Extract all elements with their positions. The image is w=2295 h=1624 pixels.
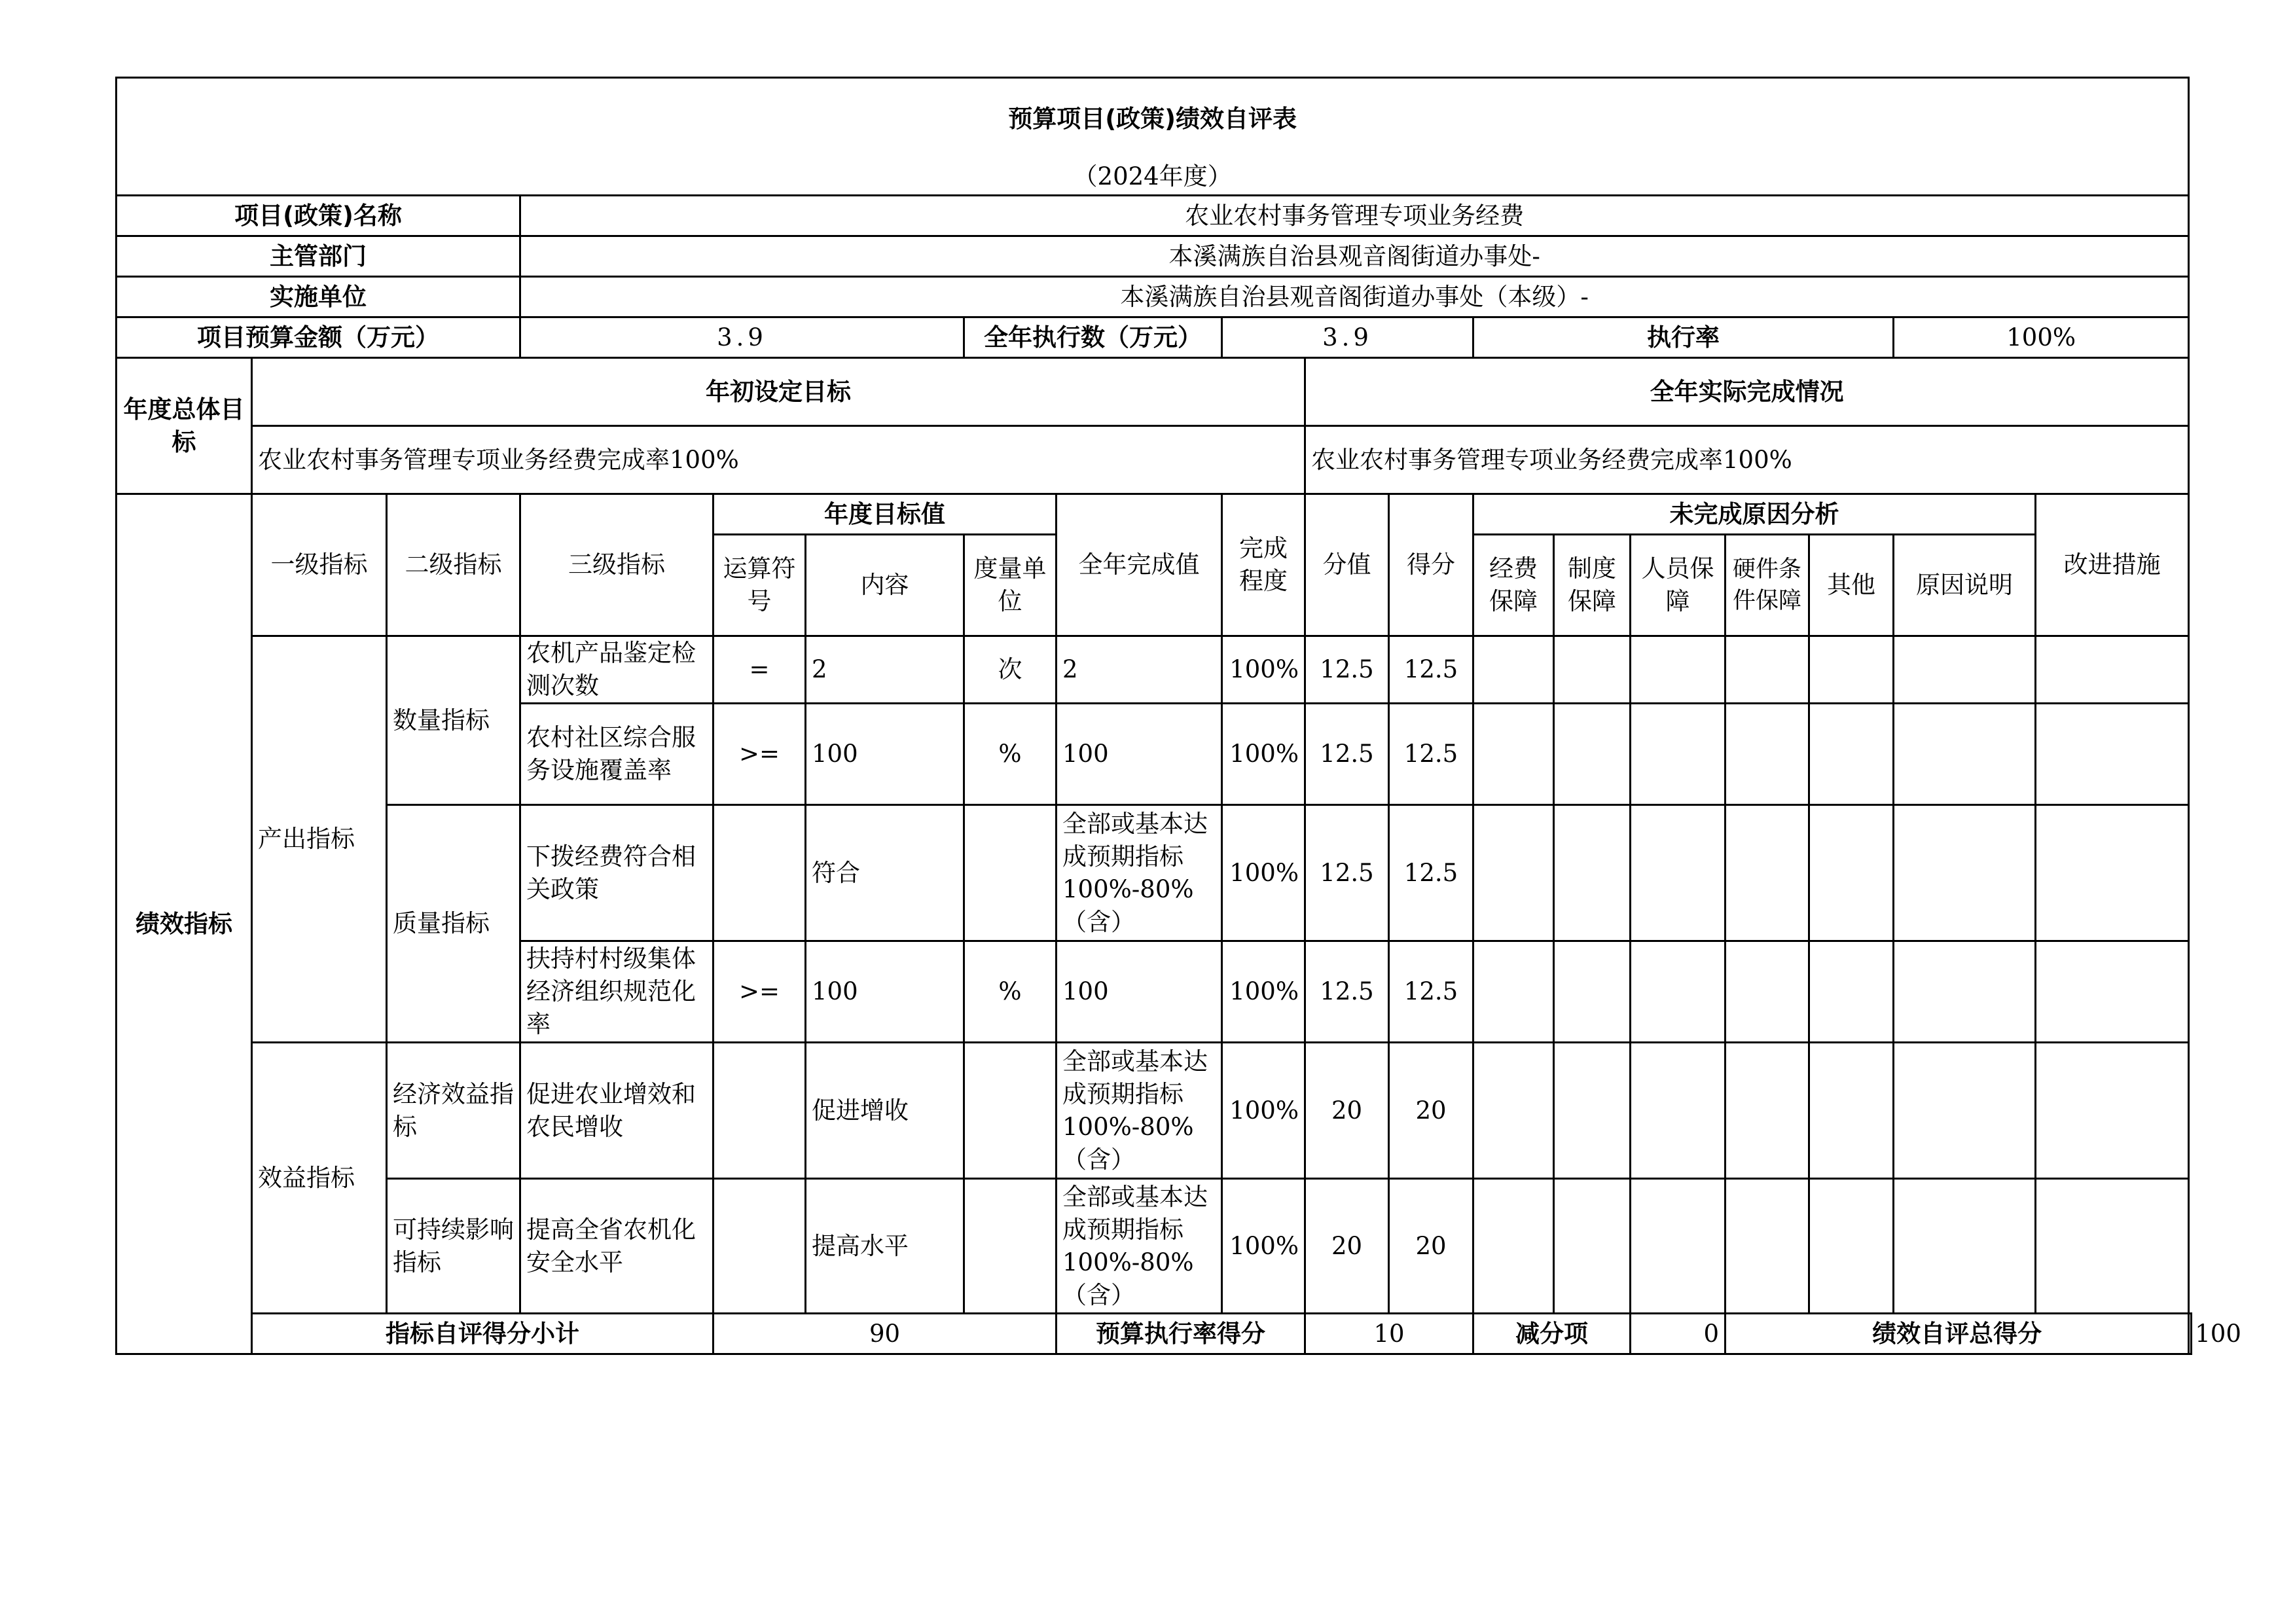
- unit-value: 本溪满族自治县观音阁街道办事处（本级）-: [520, 277, 2189, 317]
- deduct-value: 0: [1631, 1314, 1726, 1354]
- goals-set-text: 农业农村事务管理专项业务经费完成率100%: [252, 426, 1305, 494]
- total-label: 绩效自评总得分: [1726, 1314, 2189, 1354]
- cell-done: 100: [1057, 941, 1222, 1043]
- evaluation-sheet: [115, 77, 2241, 1355]
- table-row: [117, 636, 2192, 704]
- header-l1: 一级指标: [252, 494, 387, 636]
- cell-l3: 农机产品鉴定检测次数: [520, 636, 714, 704]
- page-title: 预算项目(政策)绩效自评表: [117, 78, 2189, 160]
- cell-score: 20: [1389, 1043, 1473, 1179]
- cell-l3: 提高全省农机化安全水平: [520, 1179, 714, 1314]
- subtotal-label: 指标自评得分小计: [252, 1314, 714, 1354]
- cell-done: 全部或基本达成预期指标100%-80%（含）: [1057, 1043, 1222, 1179]
- cell-weight: 12.5: [1305, 704, 1389, 805]
- header-r6: 原因说明: [1894, 535, 2036, 636]
- cell-op: >=: [714, 704, 806, 805]
- cell-l3: 扶持村村级集体经济组织规范化率: [520, 941, 714, 1043]
- header-reason: 未完成原因分析: [1473, 494, 2036, 535]
- dept-value: 本溪满族自治县观音阁街道办事处-: [520, 236, 2189, 277]
- cell-content: 2: [806, 636, 964, 704]
- cell-done: 2: [1057, 636, 1222, 704]
- cell-unit: %: [964, 941, 1057, 1043]
- cell-score: 12.5: [1389, 805, 1473, 941]
- cell-l3: 下拨经费符合相关政策: [520, 805, 714, 941]
- header-improve: 改进措施: [2036, 494, 2189, 636]
- header-content: 内容: [806, 535, 964, 636]
- cell-score: 12.5: [1389, 941, 1473, 1043]
- perf-label: 绩效指标: [117, 494, 252, 1354]
- cat-benefit: 效益指标: [252, 1043, 387, 1314]
- cell-content: 符合: [806, 805, 964, 941]
- rate-label: 执行率: [1473, 317, 1894, 358]
- goals-actual-label: 全年实际完成情况: [1305, 358, 2189, 426]
- cell-weight: 12.5: [1305, 805, 1389, 941]
- project-name-value: 农业农村事务管理专项业务经费: [520, 196, 2189, 236]
- cell-unit: [964, 1043, 1057, 1179]
- header-unit: 度量单位: [964, 535, 1057, 636]
- cell-done: 全部或基本达成预期指标100%-80%（含）: [1057, 805, 1222, 941]
- cell-done: 100: [1057, 704, 1222, 805]
- cell-score: 20: [1389, 1179, 1473, 1314]
- header-r5: 其他: [1809, 535, 1894, 636]
- header-op: 运算符号: [714, 535, 806, 636]
- subtotal-value: 90: [714, 1314, 1057, 1354]
- cell-op: [714, 805, 806, 941]
- cell-score: 12.5: [1389, 636, 1473, 704]
- header-score: 得分: [1389, 494, 1473, 636]
- goals-actual-text: 农业农村事务管理专项业务经费完成率100%: [1305, 426, 2189, 494]
- cell-l3: 农村社区综合服务设施覆盖率: [520, 704, 714, 805]
- cell-content: 100: [806, 941, 964, 1043]
- cell-unit: [964, 805, 1057, 941]
- table-row: [117, 1043, 2192, 1179]
- deduct-label: 减分项: [1473, 1314, 1631, 1354]
- cell-content: 促进增收: [806, 1043, 964, 1179]
- cat-quantity: 数量指标: [387, 636, 520, 805]
- exec-score-value: 10: [1305, 1314, 1473, 1354]
- rate-value: 100%: [1894, 317, 2189, 358]
- project-name-label: 项目(政策)名称: [117, 196, 520, 236]
- executed-value: 3.9: [1222, 317, 1473, 358]
- cell-degree: 100%: [1222, 1043, 1305, 1179]
- table-row: [117, 805, 2192, 941]
- evaluation-table: [115, 77, 2241, 1355]
- cell-op: =: [714, 636, 806, 704]
- cell-l3: 促进农业增效和农民增收: [520, 1043, 714, 1179]
- cell-unit: 次: [964, 636, 1057, 704]
- cat-quality: 质量指标: [387, 805, 520, 1043]
- year-subtitle: （2024年度）: [117, 160, 2189, 196]
- cell-weight: 12.5: [1305, 636, 1389, 704]
- header-r2: 制度保障: [1554, 535, 1631, 636]
- cell-degree: 100%: [1222, 941, 1305, 1043]
- header-l2: 二级指标: [387, 494, 520, 636]
- header-target: 年度目标值: [714, 494, 1057, 535]
- cell-degree: 100%: [1222, 805, 1305, 941]
- cell-degree: 100%: [1222, 704, 1305, 805]
- cell-unit: [964, 1179, 1057, 1314]
- header-degree: 完成程度: [1222, 494, 1305, 636]
- cell-weight: 12.5: [1305, 941, 1389, 1043]
- exec-score-label: 预算执行率得分: [1057, 1314, 1305, 1354]
- cell-weight: 20: [1305, 1179, 1389, 1314]
- total-value: 100: [2189, 1314, 2192, 1354]
- cat-sustain: 可持续影响指标: [387, 1179, 520, 1314]
- cell-unit: %: [964, 704, 1057, 805]
- cell-content: 100: [806, 704, 964, 805]
- unit-label: 实施单位: [117, 277, 520, 317]
- dept-label: 主管部门: [117, 236, 520, 277]
- budget-value: 3.9: [520, 317, 964, 358]
- cell-weight: 20: [1305, 1043, 1389, 1179]
- cell-content: 提高水平: [806, 1179, 964, 1314]
- executed-label: 全年执行数（万元）: [964, 317, 1222, 358]
- cell-degree: 100%: [1222, 636, 1305, 704]
- header-weight: 分值: [1305, 494, 1389, 636]
- cell-score: 12.5: [1389, 704, 1473, 805]
- cell-done: 全部或基本达成预期指标100%-80%（含）: [1057, 1179, 1222, 1314]
- cell-op: >=: [714, 941, 806, 1043]
- header-done: 全年完成值: [1057, 494, 1222, 636]
- table-row: [117, 1179, 2192, 1314]
- cat-output: 产出指标: [252, 636, 387, 1043]
- cell-op: [714, 1179, 806, 1314]
- header-l3: 三级指标: [520, 494, 714, 636]
- cat-economic: 经济效益指标: [387, 1043, 520, 1179]
- cell-op: [714, 1043, 806, 1179]
- budget-label: 项目预算金额（万元）: [117, 317, 520, 358]
- goals-set-label: 年初设定目标: [252, 358, 1305, 426]
- cell-degree: 100%: [1222, 1179, 1305, 1314]
- goals-label: 年度总体目标: [117, 358, 252, 494]
- header-r4: 硬件条件保障: [1726, 535, 1809, 636]
- header-r1: 经费保障: [1473, 535, 1554, 636]
- header-r3: 人员保障: [1631, 535, 1726, 636]
